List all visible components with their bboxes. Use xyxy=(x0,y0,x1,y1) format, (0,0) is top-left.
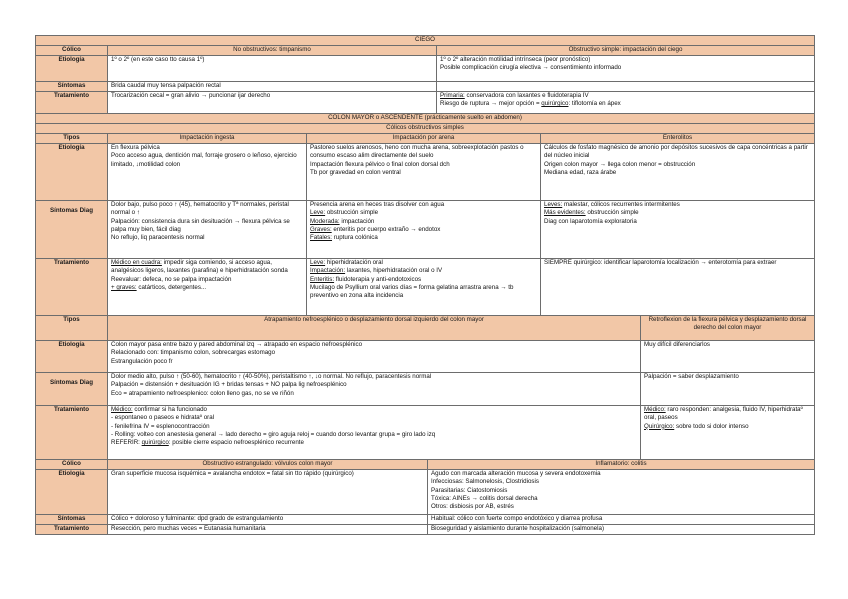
arena-etiologia: Pastoreo suelos arenosos, heno con mucha arena, sobreexplotación pastos o consumo escaso alim directamente del suelo Impactación flexura pélvico o final colon dorsal dch Tb por gravedad en colon ventral xyxy=(307,144,541,201)
final-row-tratamiento: Tratamiento xyxy=(36,525,108,535)
atrap-col-retroflexion: Retroflexion de la flexura pélvica y desplazamiento dorsal derecho del colon mayor xyxy=(641,316,815,341)
ciego-table xyxy=(35,35,815,114)
colon-col-arena: Impactación por arena xyxy=(307,134,541,144)
enterolitos-etiologia: Cálculos de fosfato magnésico de amonio por depósitos sucesivos de capa concéntricas a partir del núcleo inicial Origen colon mayor → llega colon menor = obstrucción Mediana edad, raza árabe xyxy=(541,144,815,201)
ent-leves-text: malestar, cólicos recurrentes intermitentes xyxy=(562,201,680,208)
atr-referir-text: REFERIR: xyxy=(111,439,142,447)
ciego-sintomas-obs xyxy=(437,82,815,92)
ingesta-etiologia: En flexura pélvica Poco acceso agua, dentición mal, forraje grosero o leñoso, ejercicio limitado, ↓motilidad colon xyxy=(108,144,307,201)
ciego-tratamiento-nonobs: Trocarización cecal = gran alivio → puncionar ijar derecho xyxy=(108,92,437,114)
colon-row-etiologia: Etiología xyxy=(36,144,108,201)
atr-quirurgico-label: quirúrgico xyxy=(141,439,169,447)
ent-leves-label: Leves: xyxy=(544,201,563,208)
arena-graves-label: Graves: xyxy=(310,225,332,233)
ret-medico-label: Médico: xyxy=(644,406,666,413)
ret-quirurgico-text: sobre todo si dolor intenso xyxy=(674,422,749,430)
ent-mas-text: obstrucción simple xyxy=(585,209,639,217)
atrap-row-sintomas: Síntomas Diag xyxy=(36,373,108,406)
riesgo-text: Riesgo de ruptura → mejor opción = xyxy=(440,100,542,108)
estrangulado-sintomas: Cólico + doloroso y fulminante: dpd grado de estrangulamiento xyxy=(108,515,428,525)
ciego-tratamiento-obs xyxy=(437,92,815,114)
final-col-colico: Cólico xyxy=(36,460,108,470)
atr-medico-text: confirmar si ha funcionado - espontaneo o paseos e hidrataº oral - fenilefrina IV = esplenocontracción - Rolling: volteo con anestesia general → lado derecho = giro aguja reloj = cuando dorso levantar grupa = giro lado izq xyxy=(111,406,436,438)
atrapamiento-table xyxy=(35,315,815,460)
inflamatorio-etiologia: Agudo con marcada alteración mucosa y severa endotoxemia Infecciosas: Salmonelosis, Clostridiosis Parasitarias: Ciatostomiosis Tóxica: AINEs → colitis dorsal derecha Otros: disbiosis por AB, estrés xyxy=(428,470,815,515)
ent-mas-label: Más evidentes: xyxy=(544,209,586,217)
ciego-etiologia-obs: 1º o 2º alteración motilidad intrínseca (peor pronóstico) Posible complicación cirugía electiva → consentimiento informado xyxy=(437,56,815,82)
ent-line3: Diag con laparotomía exploratoria xyxy=(544,217,637,225)
atrap-row-etiologia: Etiología xyxy=(36,341,108,373)
inflamatorio-sintomas: Habitual: cólico con fuerte compo endotóxico y diarrea profusa xyxy=(428,515,815,525)
colon-row-sintomas: Síntomas Diag xyxy=(36,201,108,259)
colon-col-ingesta: Impactación ingesta xyxy=(108,134,307,144)
ciego-col-colico: Cólico xyxy=(36,46,108,56)
arena-leve-label: Leve: xyxy=(310,209,326,217)
ciego-title: CIEGO xyxy=(36,36,815,46)
are-imp-label: Impactación: xyxy=(310,267,346,275)
ret-medico-text: raro responden: analgesia, fluido IV, hiperhidrataº oral, paseos xyxy=(644,406,803,422)
ingesta-tratamiento xyxy=(108,259,307,316)
arena-moderada-label: Moderada: xyxy=(310,217,340,225)
atrap-sintomas: Dolor medio alto, pulso ↑ (50-60), hematocrito ↑ (40-50%), peristaltismo ↑, ↓o normal. No reflujo, paracentesis normal Palpación = distensión + desituación IG + bridas tensas + NO palpa lig nefroesplénico Eco = atrapamiento nefroesplenico: colon lleno gas, no se ve riñón xyxy=(108,373,641,406)
atr-cierre-text: : posible cierre espacio nefroesplénico recurrente xyxy=(168,439,304,447)
ingesta-sintomas: Dolor bajo, pulso poco ↑ (45), hematocrito y Tª normales, peristal normal o ↑ Palpación: consistencia dura sin desituación → flexura pélvica se palpa muy bien, fácil diag No reflujo, liq paracentesis normal xyxy=(108,201,307,259)
estrangulado-etiologia: Gran superficie mucosa isquémica = avalancha endotox = fatal sin tto rápido (quirúrgico) xyxy=(108,470,428,515)
colic-summary-sheet xyxy=(35,35,814,535)
atrap-col-atrapamiento: Atrapamiento nefroesplénico o desplazamiento dorsal izquierdo del colon mayor xyxy=(108,316,641,341)
atrap-col-tipos: Tipos xyxy=(36,316,108,341)
tiflotomia-text: : tiflotomía en ápex xyxy=(568,100,621,108)
are-imp-text: laxantes, hiperhidratación oral o IV xyxy=(345,267,443,275)
retro-sintomas: Palpación = saber desplazamiento xyxy=(641,373,815,406)
atr-medico-label: Médico: xyxy=(111,406,133,413)
atrap-etiologia: Colon mayor pasa entre bazo y pared abdominal izq → atrapado en espacio nefroesplénico Relacionado con: timpanismo colon, sobrecargas estomago Estrangulación poco fr xyxy=(108,341,641,373)
colon-col-tipos: Tipos xyxy=(36,134,108,144)
colon-mayor-subtitle: Cólicos obstructivos simples xyxy=(36,124,815,134)
are-leve-text: hiperhidratación oral xyxy=(325,259,383,266)
ret-quirurgico-label: Quirúrgico: xyxy=(644,422,675,430)
inflamatorio-tratamiento: Bioseguridad y aislamiento durante hospitalización (salmonela) xyxy=(428,525,815,535)
retro-etiologia: Muy difícil diferenciarlos xyxy=(641,341,815,373)
are-ent-text: fluidoterapia y anti-endotoxicos Mucilago de Psyllium oral varios días = forma gelatina arrastra arena → tb preventivo en zona alta incidencia xyxy=(310,275,514,300)
primaria-text: conservadora con laxantes e fluidoterapia IV xyxy=(464,92,589,99)
ciego-row-tratamiento: Tratamiento xyxy=(36,92,108,114)
ciego-etiologia-nonobs: 1º o 2º (en este caso tto causa 1º) xyxy=(108,56,437,82)
arena-graves-text: enteritis por cuerpo extraño → endotox xyxy=(331,225,441,233)
final-row-sintomas: Síntomas xyxy=(36,515,108,525)
colon-mayor-table xyxy=(35,113,815,316)
primaria-label: Primaria: xyxy=(440,92,465,99)
enterolitos-sintomas xyxy=(541,201,815,259)
ciego-col-obs: Obstructivo simple: impactación del ciego xyxy=(437,46,815,56)
ing-medico-text: impedir siga comiendo, si acceso agua, analgésicos ligeros, laxantes (parafina) e hiperhidratación sonda Reevaluar: defeca, no se palpa impactación xyxy=(111,259,288,283)
estrangulado-tratamiento: Resección, pero muchas veces = Eutanasia humanitaria xyxy=(108,525,428,535)
arena-sintomas xyxy=(307,201,541,259)
enterolitos-tratamiento: SIEMPRE quirúrgico: identificar laparotomía localización → enterotomía para extraer xyxy=(541,259,815,316)
ciego-row-etiologia: Etiología xyxy=(36,56,108,82)
ing-graves-label: + graves: xyxy=(111,283,137,291)
arena-fatales-label: Fatales: xyxy=(310,234,333,242)
colon-row-tratamiento: Tratamiento xyxy=(36,259,108,316)
final-col-estrangulado: Obstructivo estrangulado: vólvulos colon mayor xyxy=(108,460,428,470)
ciego-col-nonobs: No obstructivos: timpanismo xyxy=(108,46,437,56)
colon-col-enterolitos: Enterolitos xyxy=(541,134,815,144)
ing-graves-text: catárticos, detergentes... xyxy=(136,283,207,291)
arena-moderada-text: impactación xyxy=(339,217,375,225)
arena-sint-line1: Presencia arena en heces tras disolver con agua xyxy=(310,201,445,208)
arena-tratamiento xyxy=(307,259,541,316)
final-col-inflamatorio: Inflamatorio: colitis xyxy=(428,460,815,470)
arena-fatales-text: ruptura colónica xyxy=(332,234,378,242)
ciego-row-sintomas: Síntomas xyxy=(36,82,108,92)
atrap-tratamiento xyxy=(108,406,641,460)
ing-medico-label: Médico en cuadra: xyxy=(111,259,162,266)
retro-tratamiento xyxy=(641,406,815,460)
ciego-sintomas-nonobs: Brida caudal muy tensa palpación rectal xyxy=(108,82,437,92)
colon-mayor-title: COLON MAYOR o ASCENDENTE (prácticamente suelto en abdomen) xyxy=(36,114,815,124)
atrap-row-tratamiento: Tratamiento xyxy=(36,406,108,460)
final-row-etiologia: Etiología xyxy=(36,470,108,515)
arena-leve-text: obstrucción simple xyxy=(325,209,379,217)
colico-final-table xyxy=(35,459,815,535)
quirurgico-label: quirúrgico xyxy=(541,100,569,108)
are-leve-label: Leve: xyxy=(310,259,326,266)
are-ent-label: Enteritis: xyxy=(310,275,335,283)
